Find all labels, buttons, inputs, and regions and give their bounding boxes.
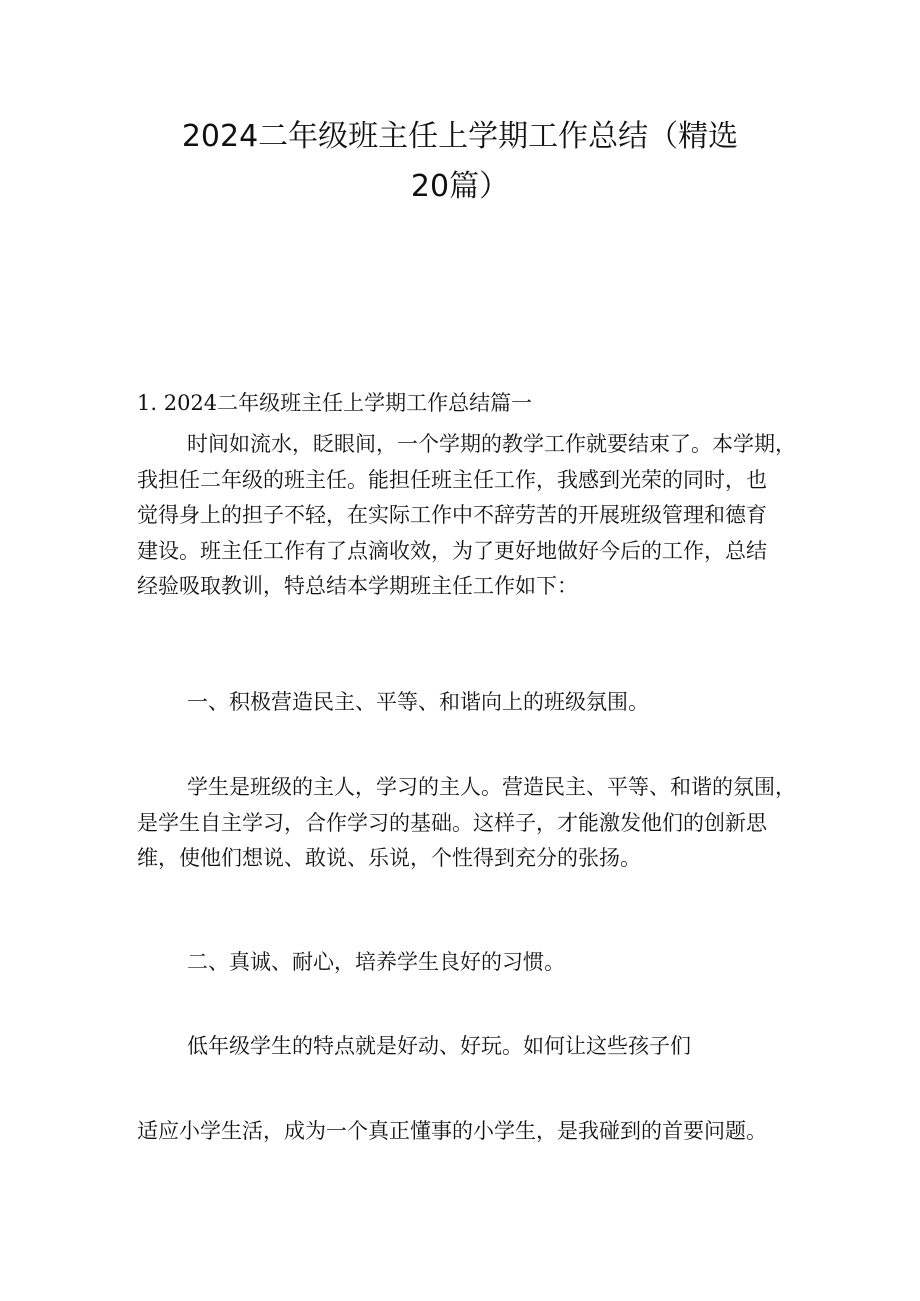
paragraph-line: 觉得身上的担子不轻，在实际工作中不辞劳苦的开展班级管理和德育 <box>137 503 767 527</box>
section-heading: 1. 2024二年级班主任上学期工作总结篇一 <box>137 391 533 415</box>
paragraph-line: 经验吸取教训，特总结本学期班主任工作如下： <box>137 574 578 598</box>
point1-heading: 一、积极营造民主、平等、和谐向上的班级氛围。 <box>187 690 649 714</box>
document-title <box>150 112 770 212</box>
paragraph-line: 建设。班主任工作有了点滴收效，为了更好地做好今后的工作，总结 <box>137 538 767 563</box>
title-line-2: 20篇） <box>410 169 510 204</box>
paragraph-line: 我担任二年级的班主任。能担任班主任工作，我感到光荣的同时，也 <box>137 467 767 492</box>
point1-paragraph <box>137 770 796 877</box>
point2-paragraph-line-2: 适应小学生活，成为一个真正懂事的小学生，是我碰到的首要问题。 <box>137 1119 767 1143</box>
title-line-1: 2024二年级班主任上学期工作总结（精选 <box>181 119 739 154</box>
point2-heading: 二、真诚、耐心，培养学生良好的习惯。 <box>187 950 565 974</box>
intro-paragraph <box>137 427 796 605</box>
paragraph-line: 时间如流水，眨眼间，一个学期的教学工作就要结束了。本学期， <box>187 432 796 456</box>
point2-paragraph-line-1: 低年级学生的特点就是好动、好玩。如何让这些孩子们 <box>187 1034 691 1058</box>
paragraph-line: 是学生自主学习，合作学习的基础。这样子，才能激发他们的创新思 <box>137 810 767 835</box>
paragraph-line: 学生是班级的主人，学习的主人。营造民主、平等、和谐的氛围， <box>187 775 796 799</box>
paragraph-line: 维，使他们想说、敢说、乐说，个性得到充分的张扬。 <box>137 846 641 870</box>
